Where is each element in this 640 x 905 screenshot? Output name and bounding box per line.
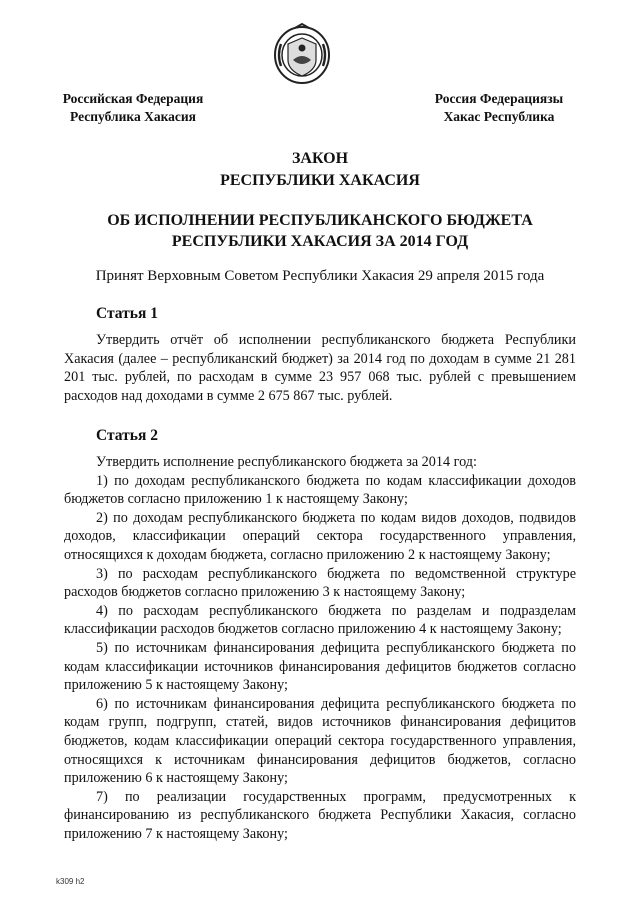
law-subject-line2: РЕСПУБЛИКИ ХАКАСИЯ ЗА 2014 ГОД xyxy=(171,233,469,250)
article-1-heading: Статья 1 xyxy=(96,305,158,322)
issuer-russian-header xyxy=(58,90,208,126)
issuer-khakas-header xyxy=(424,90,574,126)
law-subject-line1: ОБ ИСПОЛНЕНИИ РЕСПУБЛИКАНСКОГО БЮДЖЕТА xyxy=(107,212,533,229)
coat-of-arms-icon xyxy=(271,22,333,86)
article-1-text: Утвердить отчёт об исполнении республиканского бюджета Республики Хакасия (далее – республиканский бюджет) за 2014 год по доходам в сумме 21 281 201 тыс. рублей, по расходам в сумме 23 957 068 тыс. рублей с превышением расходов над доходами в сумме 2 675 867 тыс. рублей. xyxy=(64,332,576,404)
article-2-body xyxy=(64,453,576,843)
issuer-republic-kjh: Хакас Республика xyxy=(443,109,555,124)
document-type: ЗАКОН xyxy=(291,150,349,167)
list-item: 2) по доходам республиканского бюджета по кодам видов доходов, подвидов доходов, классификации операций сектора государственного управления, относящихся к доходам бюджета, согласно приложению 2 к настоящему Закону; xyxy=(64,509,576,563)
document-code: k309 h2 xyxy=(56,877,85,886)
list-item: 7) по реализации государственных программ, предусмотренных к финансированию из республиканского бюджета Республики Хакасия, согласно приложению 7 к настоящему Закону; xyxy=(64,788,576,842)
article-1-body xyxy=(64,331,576,405)
issuer-republic-ru: Республика Хакасия xyxy=(70,109,196,124)
list-item: 3) по расходам республиканского бюджета по ведомственной структуре расходов бюджетов согласно приложению 3 к настоящему Закону; xyxy=(64,565,576,601)
list-item: 6) по источникам финансирования дефицита республиканского бюджета по кодам групп, подгрупп, статей, видов источников финансирования дефицитов бюджетов, кодам классификации операций сектора государственного управления, относящихся к источникам финансирования дефицитов бюджетов, согласно приложению 6 к настоящему Закону; xyxy=(64,695,576,787)
list-item: 1) по доходам республиканского бюджета по кодам классификации доходов бюджетов согласно приложению 1 к настоящему Закону; xyxy=(64,472,576,508)
adoption-note: Принят Верховным Советом Республики Хакасия 29 апреля 2015 года xyxy=(95,268,545,284)
issuer-country-ru: Российская Федерация xyxy=(62,91,204,106)
issuer-country-kjh: Россия Федерациязы xyxy=(434,91,564,106)
list-item: 4) по расходам республиканского бюджета по разделам и подразделам классификации расходов бюджетов согласно приложению 4 к настоящему Закону; xyxy=(64,602,576,638)
list-item: 5) по источникам финансирования дефицита республиканского бюджета по кодам классификации источников финансирования дефицитов бюджетов согласно приложению 5 к настоящему Закону; xyxy=(64,639,576,694)
article-2-intro: Утвердить исполнение республиканского бюджета за 2014 год: xyxy=(96,454,477,470)
article-2-heading: Статья 2 xyxy=(96,427,158,444)
document-issuer: РЕСПУБЛИКИ ХАКАСИЯ xyxy=(220,172,420,189)
